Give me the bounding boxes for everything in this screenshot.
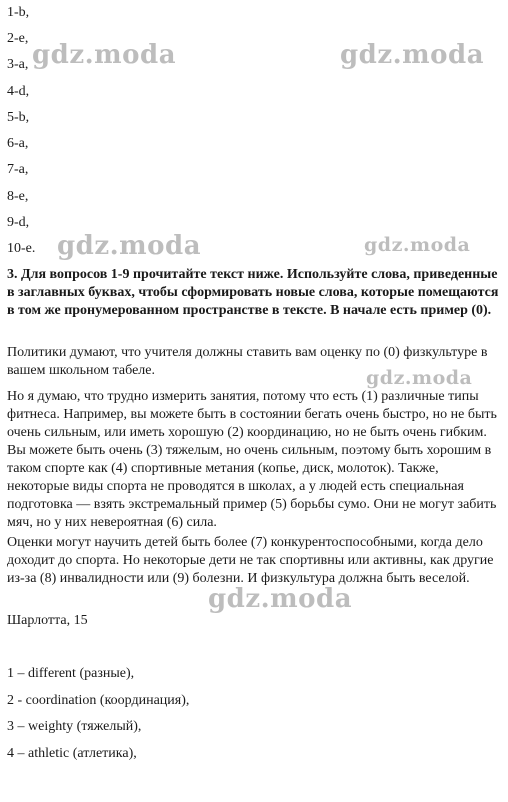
answer-line-4: 4-d, [7,84,30,99]
answer-line-5: 5-b, [7,110,30,125]
answer-line-1: 1-b, [7,5,30,20]
signature: Шарлотта, 15 [7,613,88,628]
answer-line-3: 3-a, [7,57,29,72]
text-paragraph-1: Политики думают, что учителя должны ставить вам оценку по (0) физкультуре в вашем школьном табеле. [7,345,488,378]
text-paragraph-3: Оценки могут научить детей быть более (7) конкурентоспособными, когда дело доходит до спорта. Но некоторые дети не так спортивны или активны, как другие из-за (8) инвалидности или (9) болезни. И физкультура должна быть веселой. [7,535,494,586]
watermark: gdz.moda [366,367,473,389]
answer-3-line-2: 2 - coordination (координация), [7,693,190,708]
answer-line-7: 7-a, [7,162,29,177]
watermark: gdz.moda [57,231,202,261]
watermark: gdz.moda [208,584,353,614]
watermark: gdz.moda [32,40,177,70]
answer-3-line-4: 4 – athletic (атлетика), [7,746,137,761]
answer-line-9: 9-d, [7,215,30,230]
answer-line-2: 2-e, [7,31,29,46]
task-3-heading: 3. Для вопросов 1-9 прочитайте текст ниже. Используйте слова, приведенные в заглавных буквах, чтобы сформировать новые слова, которые помещаются в том же пронумерованном пространстве в тексте. В начале есть пример (0). [7,267,499,318]
watermark: gdz.moda [340,40,485,70]
answer-line-8: 8-e, [7,189,29,204]
watermark: gdz.moda [364,234,471,256]
answer-3-line-3: 3 – weighty (тяжелый), [7,719,142,734]
answer-line-10: 10-e. [7,241,36,256]
answer-3-line-1: 1 – different (разные), [7,666,135,681]
answer-line-6: 6-a, [7,136,29,151]
text-paragraph-2: Но я думаю, что трудно измерить занятия, потому что есть (1) различные типы фитнеса. Например, вы можете быть в состоянии бегать очень быстро, но не быть очень сильным, или иметь хорошую (2) координацию, но не быть очень гибким. Вы можете быть очень (3) тяжелым, но очень сильным, поэтому быть хорошим в таком спорте как (4) спортивные метания (копье, диск, молоток). Также, некоторые виды спорта не проводятся в школах, а у людей есть специальная подготовка — взять экстремальный пример (5) борьбы сумо. Они не могут забить мяч, но у них невероятная (6) сила. [7,389,497,530]
